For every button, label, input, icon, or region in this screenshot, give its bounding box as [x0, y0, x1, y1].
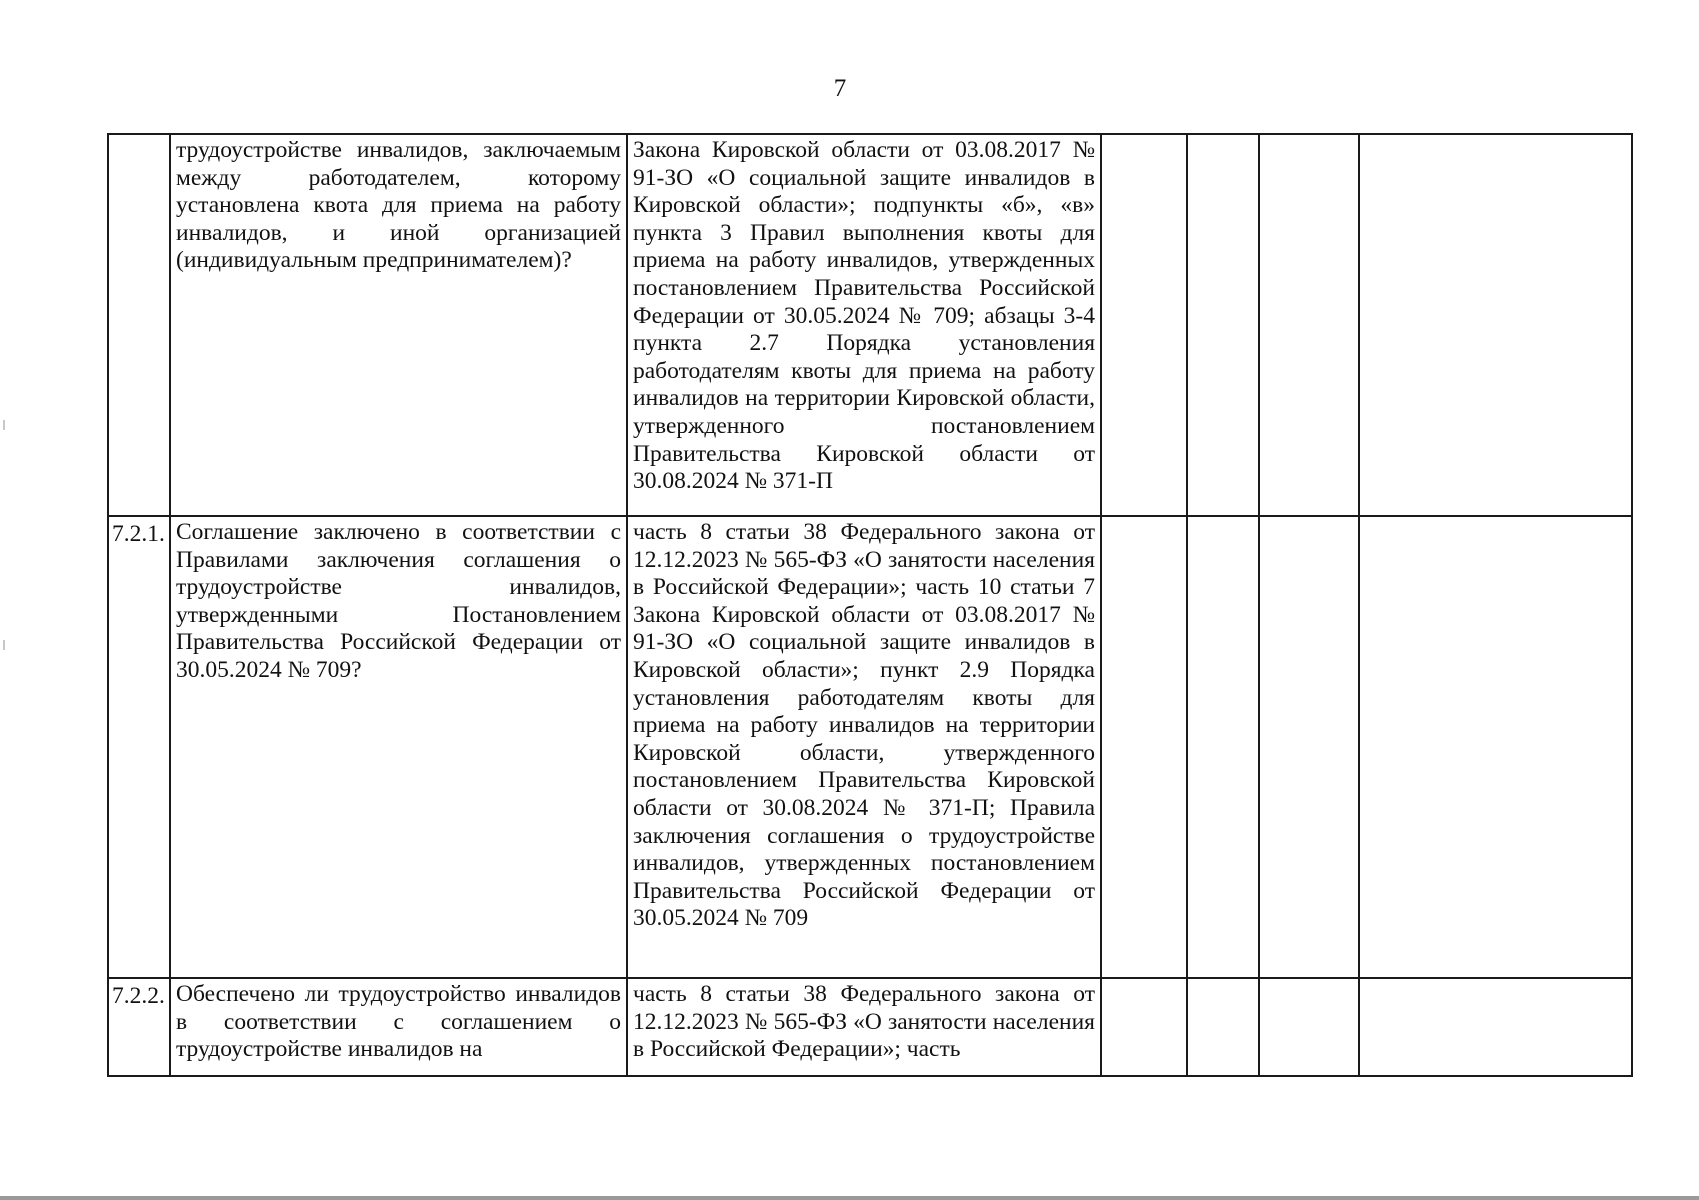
table-row [108, 516, 1632, 978]
legal-basis-cell: Закона Кировской области от 03.08.2017 № 91-ЗО «О социальной защите инвалидов в Кировской области»; подпункты «б», «в» пункта 3 Правил выполнения квоты для приема на работу инвалидов, утвержденных постановлением Правительства Российской Федерации от 30.05.2024 № 709; абзацы 3-4 пункта 2.7 Порядка установления работодателям квоты для приема на работу инвалидов на территории Кировской области, утвержденного постановлением Правительства Кировской области от 30.08.2024 № 371-П [627, 134, 1101, 516]
legal-basis-cell: часть 8 статьи 38 Федерального закона от 12.12.2023 № 565-ФЗ «О занятости населения в Российской Федерации»; часть [627, 978, 1101, 1076]
scan-edge-mark [3, 640, 5, 650]
table-row [108, 978, 1632, 1076]
not-applicable-cell [1259, 134, 1359, 516]
notes-cell [1359, 134, 1632, 516]
notes-cell [1359, 516, 1632, 978]
scan-edge-mark [3, 420, 5, 430]
question-cell: Соглашение заключено в соответствии с Правилами заключения соглашения о трудоустройстве инвалидов, утвержденными Постановлением Правительства Российской Федерации от 30.05.2024 № 709? [170, 516, 627, 978]
answer-no-cell [1187, 516, 1259, 978]
scan-bottom-edge [0, 1196, 1699, 1200]
notes-cell [1359, 978, 1632, 1076]
answer-yes-cell [1101, 516, 1187, 978]
item-number-cell: 7.2.1. [108, 516, 170, 978]
checklist-table [107, 133, 1633, 1077]
item-number-cell [108, 134, 170, 516]
answer-no-cell [1187, 978, 1259, 1076]
legal-basis-cell: часть 8 статьи 38 Федерального закона от 12.12.2023 № 565-ФЗ «О занятости населения в Российской Федерации»; часть 10 статьи 7 Закона Кировской области от 03.08.2017 № 91-ЗО «О социальной защите инвалидов в Кировской области»; пункт 2.9 Порядка установления работодателям квоты для приема на работу инвалидов на территории Кировской области, утвержденного постановлением Правительства Кировской области от 30.08.2024 № 371-П; Правила заключения соглашения о трудоустройстве инвалидов, утвержденных постановлением Правительства Российской Федерации от 30.05.2024 № 709 [627, 516, 1101, 978]
table-row [108, 134, 1632, 516]
answer-no-cell [1187, 134, 1259, 516]
answer-yes-cell [1101, 978, 1187, 1076]
item-number-cell: 7.2.2. [108, 978, 170, 1076]
page-number: 7 [833, 75, 847, 102]
answer-yes-cell [1101, 134, 1187, 516]
not-applicable-cell [1259, 978, 1359, 1076]
not-applicable-cell [1259, 516, 1359, 978]
question-cell: трудоустройстве инвалидов, заключаемым между работодателем, которому установлена квота для приема на работу инвалидов, и иной организацией (индивидуальным предпринимателем)? [170, 134, 627, 516]
question-cell: Обеспечено ли трудоустройство инвалидов в соответствии с соглашением о трудоустройстве инвалидов на [170, 978, 627, 1076]
